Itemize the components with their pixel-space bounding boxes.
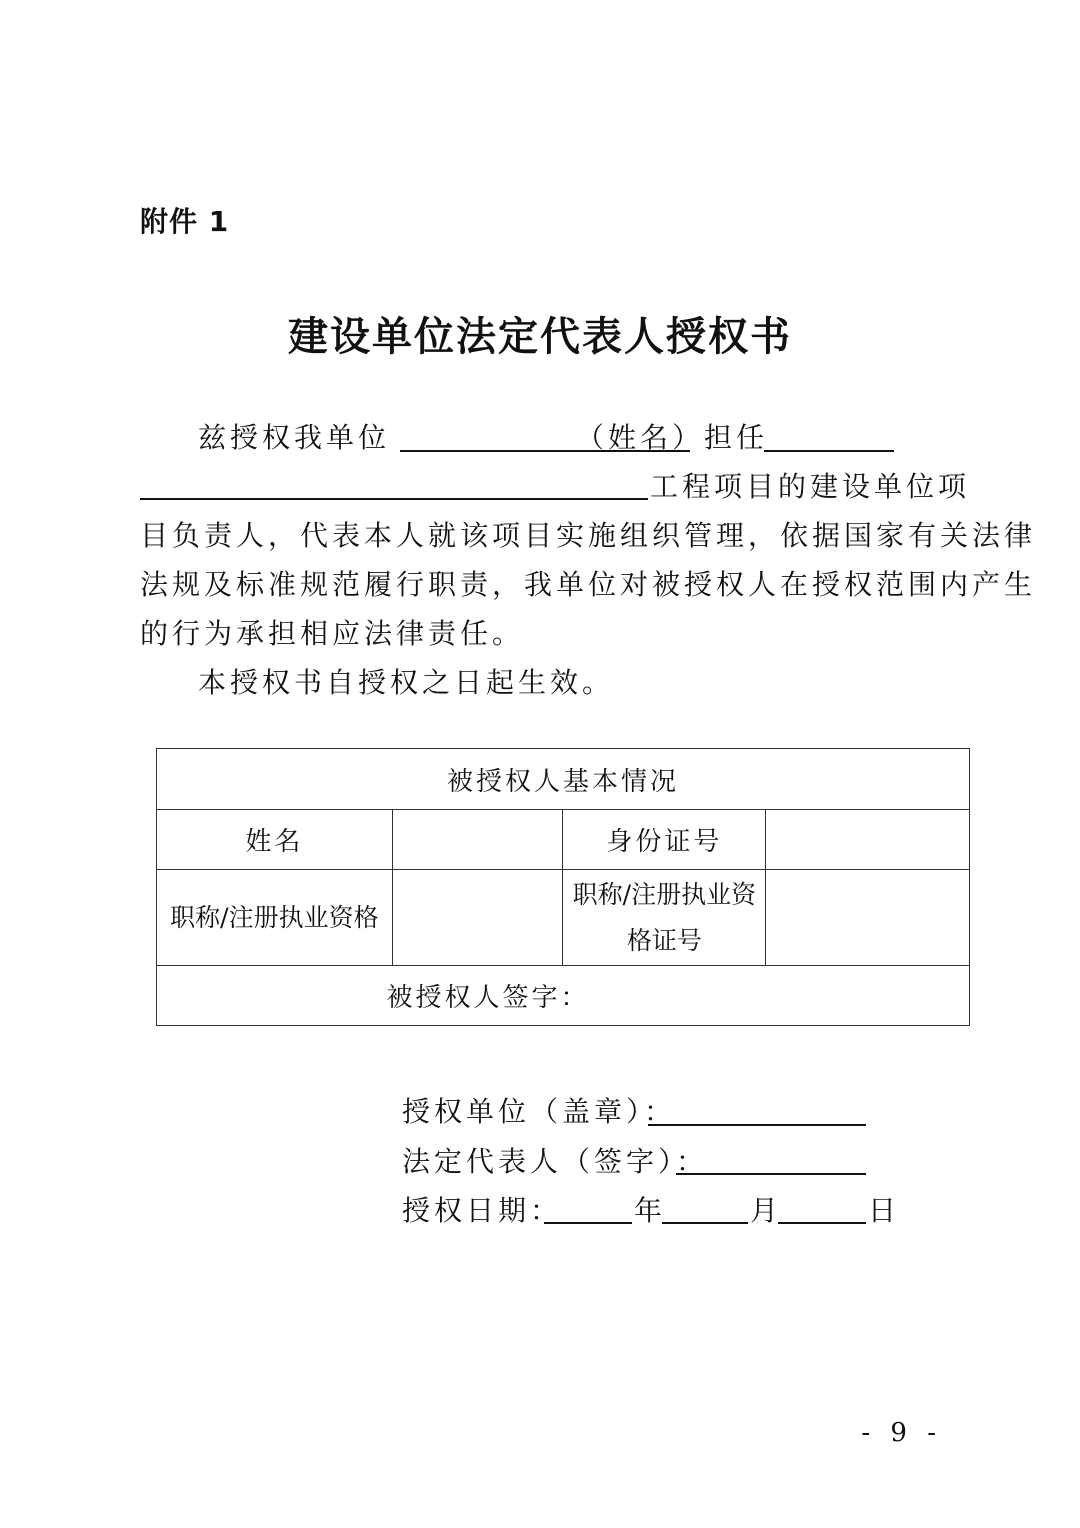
month-label: 月 bbox=[750, 1194, 783, 1227]
date-label: 授权日期： bbox=[402, 1194, 563, 1227]
cert-value-cell[interactable] bbox=[766, 870, 970, 966]
rep-signature-line[interactable] bbox=[676, 1173, 866, 1175]
para1-name-hint: （姓名）担任 bbox=[576, 421, 769, 454]
title-value-cell[interactable] bbox=[392, 870, 563, 966]
cert-label-line1: 职称/注册执业资 bbox=[572, 879, 757, 909]
para2: 本授权书自授权之日起生效。 bbox=[198, 666, 615, 699]
unit-seal-line[interactable] bbox=[648, 1124, 866, 1126]
day-blank-line[interactable] bbox=[778, 1222, 866, 1224]
table-header: 被授权人基本情况 bbox=[157, 749, 970, 810]
unit-seal-label: 授权单位（盖章）： bbox=[402, 1095, 677, 1128]
rep-signature-label: 法定代表人（签字）： bbox=[402, 1145, 709, 1178]
para1-line3: 目负责人，代表本人就该项目实施组织管理，依据国家有关法律 bbox=[140, 519, 1037, 552]
name-label: 姓名 bbox=[157, 810, 393, 870]
para1-start: 兹授权我单位 bbox=[198, 421, 391, 454]
cert-label bbox=[563, 870, 766, 966]
month-blank-line[interactable] bbox=[662, 1222, 748, 1224]
signature-row[interactable] bbox=[157, 966, 970, 1026]
page-number: - 9 - bbox=[861, 1418, 942, 1448]
year-blank-line[interactable] bbox=[544, 1222, 632, 1224]
project-blank-line[interactable] bbox=[140, 498, 648, 500]
para1-line5: 的行为承担相应法律责任。 bbox=[140, 617, 525, 650]
para1-line2-tail: 工程项目的建设单位项 bbox=[650, 470, 971, 503]
document-title: 建设单位法定代表人授权书 bbox=[288, 314, 792, 360]
signature-label: 被授权人签字： bbox=[386, 983, 590, 1013]
title-label: 职称/注册执业资格 bbox=[157, 870, 393, 966]
name-value-cell[interactable] bbox=[392, 810, 563, 870]
cert-label-line2: 格证号 bbox=[626, 925, 702, 955]
day-label: 日 bbox=[868, 1194, 901, 1227]
attachment-label: 附件 1 bbox=[140, 205, 230, 238]
year-label: 年 bbox=[634, 1194, 667, 1227]
para1-line4: 法规及标准规范履行职责，我单位对被授权人在授权范围内产生 bbox=[140, 568, 1037, 601]
id-label: 身份证号 bbox=[563, 810, 766, 870]
id-value-cell[interactable] bbox=[766, 810, 970, 870]
authorized-person-table bbox=[156, 748, 970, 1026]
position-blank-line[interactable] bbox=[764, 450, 894, 452]
